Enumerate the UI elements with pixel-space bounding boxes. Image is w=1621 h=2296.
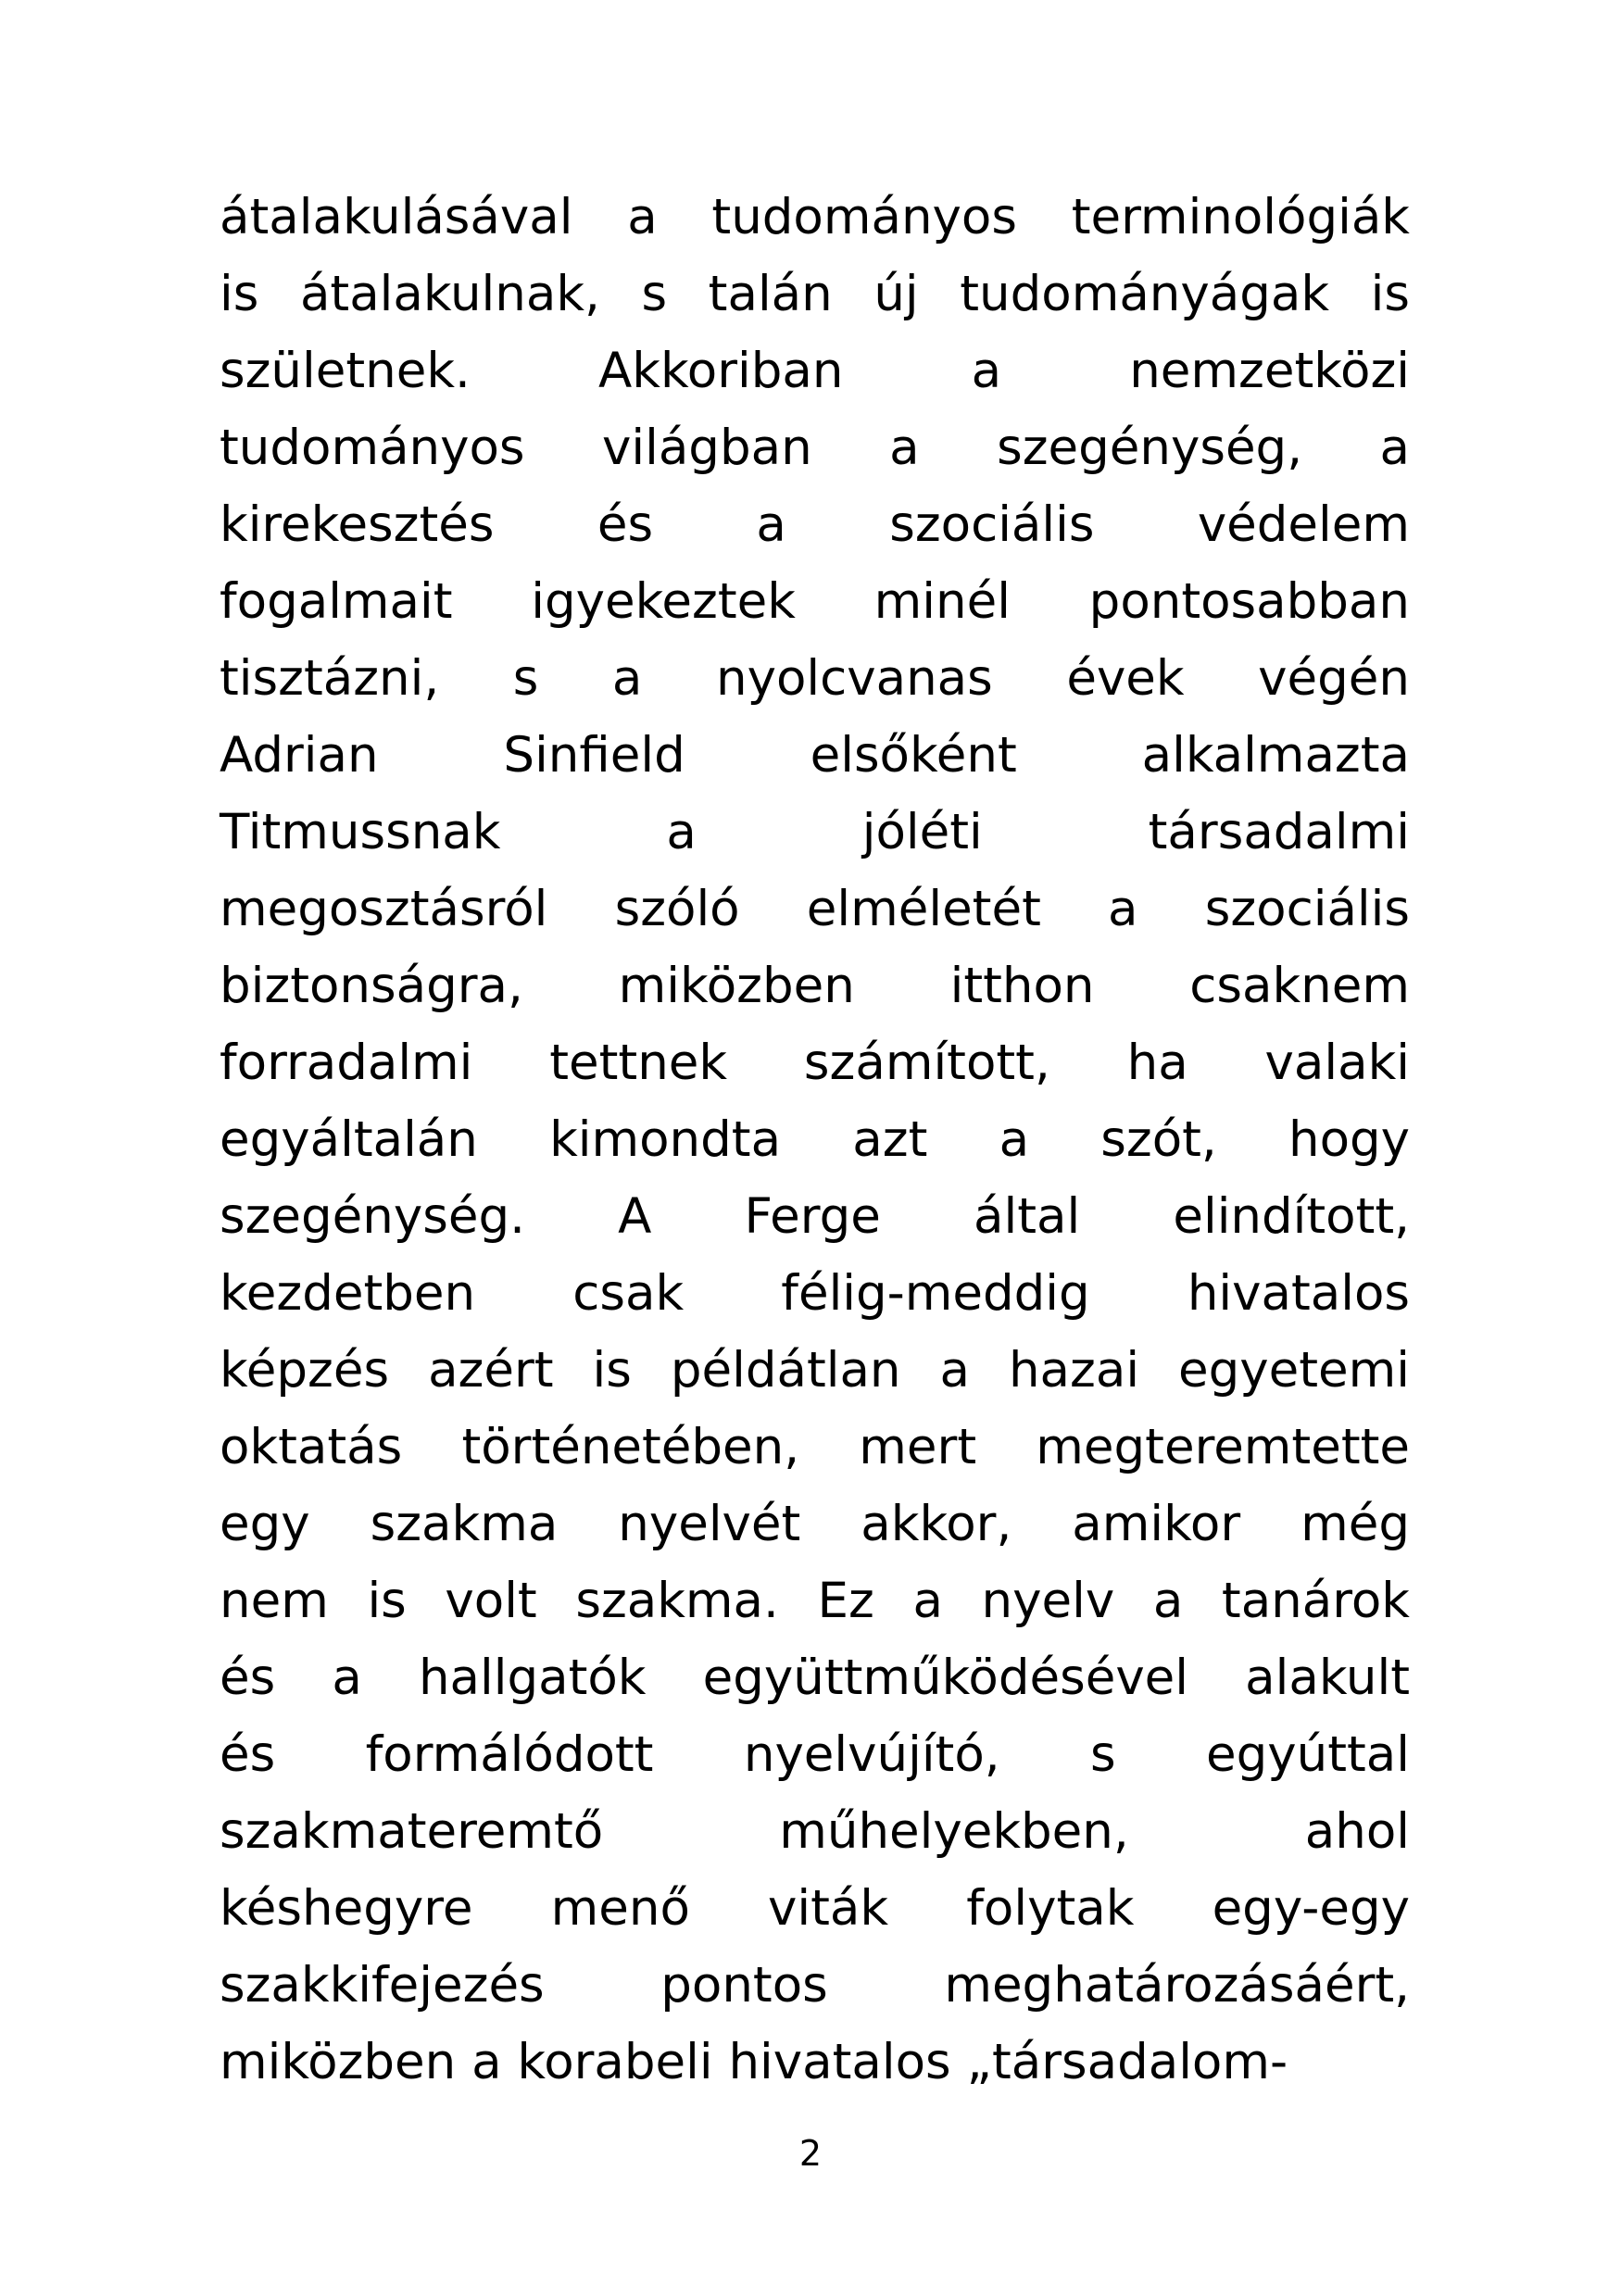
text-line: biztonságra, miközben itthon csaknem: [220, 958, 1410, 1014]
text-line: tudományos világban a szegénység, a: [220, 420, 1410, 476]
text-line: szakkifejezés pontos meghatározásáért,: [220, 1957, 1410, 2014]
text-line: kirekesztés és a szociális védelem: [220, 496, 1410, 553]
text-line: késhegyre menő viták folytak egy-egy: [220, 1880, 1410, 1937]
text-line: fogalmait igyekeztek minél pontosabban: [220, 573, 1410, 630]
text-line: forradalmi tettnek számított, ha valaki: [220, 1035, 1410, 1091]
text-line: Adrian Sinfield elsőként alkalmazta: [220, 727, 1410, 784]
text-line: és a hallgatók együttműködésével alakult: [220, 1650, 1410, 1706]
body-text: [220, 179, 1410, 2101]
text-line: oktatás történetében, mert megteremtette: [220, 1419, 1410, 1475]
text-line: tisztázni, s a nyolcvanas évek végén: [220, 650, 1410, 707]
text-line: is átalakulnak, s talán új tudományágak is: [220, 266, 1410, 322]
text-line: nem is volt szakma. Ez a nyelv a tanárok: [220, 1573, 1410, 1629]
text-line: egyáltalán kimondta azt a szót, hogy: [220, 1111, 1410, 1168]
text-line: megosztásról szóló elméletét a szociális: [220, 881, 1410, 937]
text-line: miközben a korabeli hivatalos „társadalom-: [220, 2034, 1288, 2090]
text-line: szegénység. A Ferge által elindított,: [220, 1188, 1410, 1245]
text-line: születnek. Akkoriban a nemzetközi: [220, 343, 1410, 399]
text-line: átalakulásával a tudományos terminológiák: [220, 189, 1410, 245]
text-line: kezdetben csak félig-meddig hivatalos: [220, 1265, 1410, 1322]
page-number: 2: [798, 2133, 823, 2174]
text-line: Titmussnak a jóléti társadalmi: [220, 804, 1410, 860]
text-line: és formálódott nyelvújító, s egyúttal: [220, 1726, 1410, 1783]
text-line: egy szakma nyelvét akkor, amikor még: [220, 1496, 1410, 1552]
text-line: képzés azért is példátlan a hazai egyetemi: [220, 1342, 1410, 1399]
text-line: szakmateremtő műhelyekben, ahol: [220, 1803, 1410, 1860]
